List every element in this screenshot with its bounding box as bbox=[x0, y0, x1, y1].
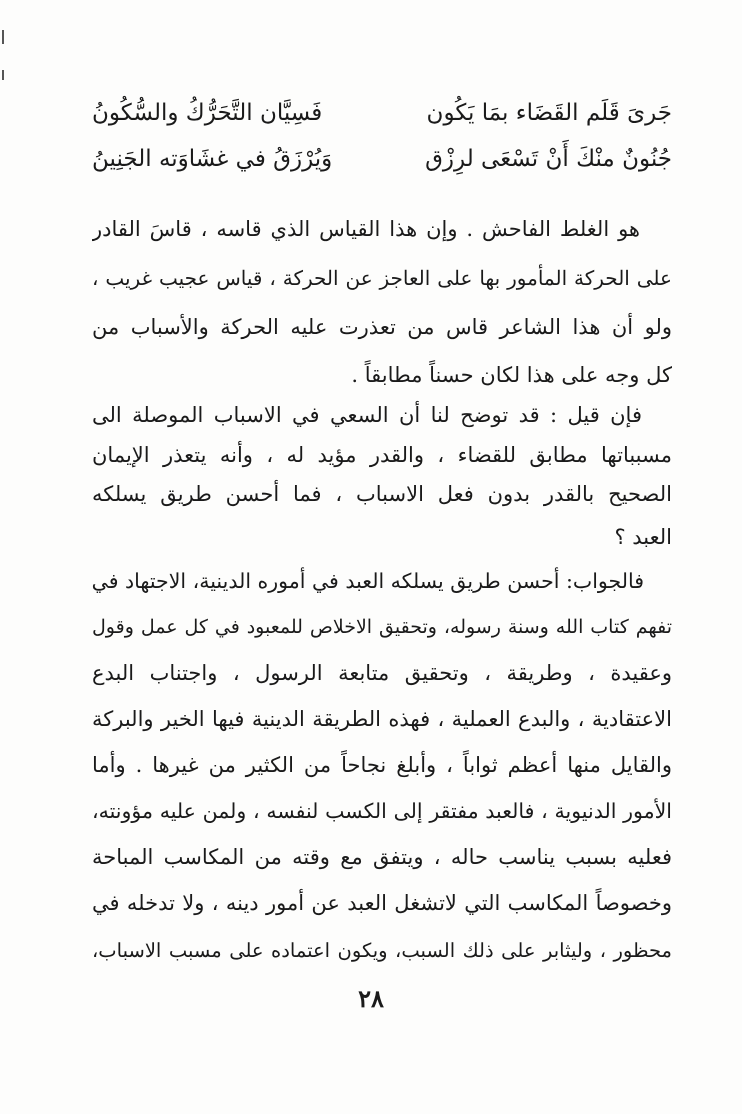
hemistich-left: وَيُرْزَقُ في غشَاوَته الجَنِينُ bbox=[92, 146, 333, 172]
text-line: العبد ؟ bbox=[614, 525, 672, 549]
text-line: فالجواب: أحسن طريق يسلكه العبد في أموره الدينية، الاجتهاد في bbox=[92, 569, 644, 593]
text-line: الاعتقادية ، والبدع العملية ، فهذه الطريقة الدينية فيها الخير والبركة bbox=[92, 707, 672, 731]
hemistich-right: جَرىَ قَلَم القَضَاء بمَا يَكُون bbox=[426, 100, 672, 126]
text-line: مسبباتها مطابق للقضاء ، والقدر مؤيد له ، وأنه يتعذر الإيمان bbox=[92, 443, 672, 467]
verse-line-1 bbox=[92, 100, 672, 126]
text-line: وخصوصاً المكاسب التي لاتشغل العبد عن أمور دينه ، ولا تدخله في bbox=[92, 891, 672, 915]
text-line: الأمور الدنيوية ، فالعبد مفتقر إلى الكسب لنفسه ، ولمن عليه مؤونته، bbox=[92, 799, 672, 823]
text-line: وعقيدة ، وطريقة ، وتحقيق متابعة الرسول ، واجتناب البدع bbox=[92, 661, 672, 685]
hemistich-right: جُنُونٌ منْكَ أَنْ تَسْعَى لرِزْق bbox=[425, 146, 672, 172]
text-line: على الحركة المأمور بها على العاجز عن الحركة ، قياس عجيب غريب ، bbox=[92, 266, 672, 290]
text-line: تفهم كتاب الله وسنة رسوله، وتحقيق الاخلاص للمعبود في كل عمل وقول bbox=[92, 616, 672, 638]
text-line: والقايل منها أعظم ثواباً ، وأبلغ نجاحاً من الكثير من غيرها . وأما bbox=[92, 753, 672, 777]
verse-line-2 bbox=[92, 146, 672, 172]
text-line: فعليه بسبب يناسب حاله ، ويتفق مع وقته من المكاسب المباحة bbox=[92, 845, 672, 869]
scan-edge-mark bbox=[2, 30, 4, 44]
poem-verse bbox=[92, 100, 672, 200]
text-line: محظور ، وليثابر على ذلك السبب، ويكون اعتماده على مسبب الاسباب، bbox=[92, 939, 672, 962]
hemistich-left: فَسِيَّان التَّحَرُّكُ والسُّكُونُ bbox=[92, 100, 323, 126]
text-line: فإن قيل : قد توضح لنا أن السعي في الاسباب الموصلة الى bbox=[92, 403, 642, 427]
text-line: هو الغلط الفاحش . وإن هذا القياس الذي قاسه ، قاسَ القادر bbox=[92, 217, 640, 241]
text-line: كل وجه على هذا لكان حسناً مطابقاً . bbox=[351, 363, 672, 387]
body-text bbox=[92, 200, 672, 980]
page-number: ٢٨ bbox=[358, 984, 384, 1013]
text-line: ولو أن هذا الشاعر قاس من تعذرت عليه الحركة والأسباب من bbox=[92, 315, 672, 339]
scan-edge-mark bbox=[2, 70, 4, 80]
text-line: الصحيح بالقدر بدون فعل الاسباب ، فما أحسن طريق يسلكه bbox=[92, 482, 672, 506]
